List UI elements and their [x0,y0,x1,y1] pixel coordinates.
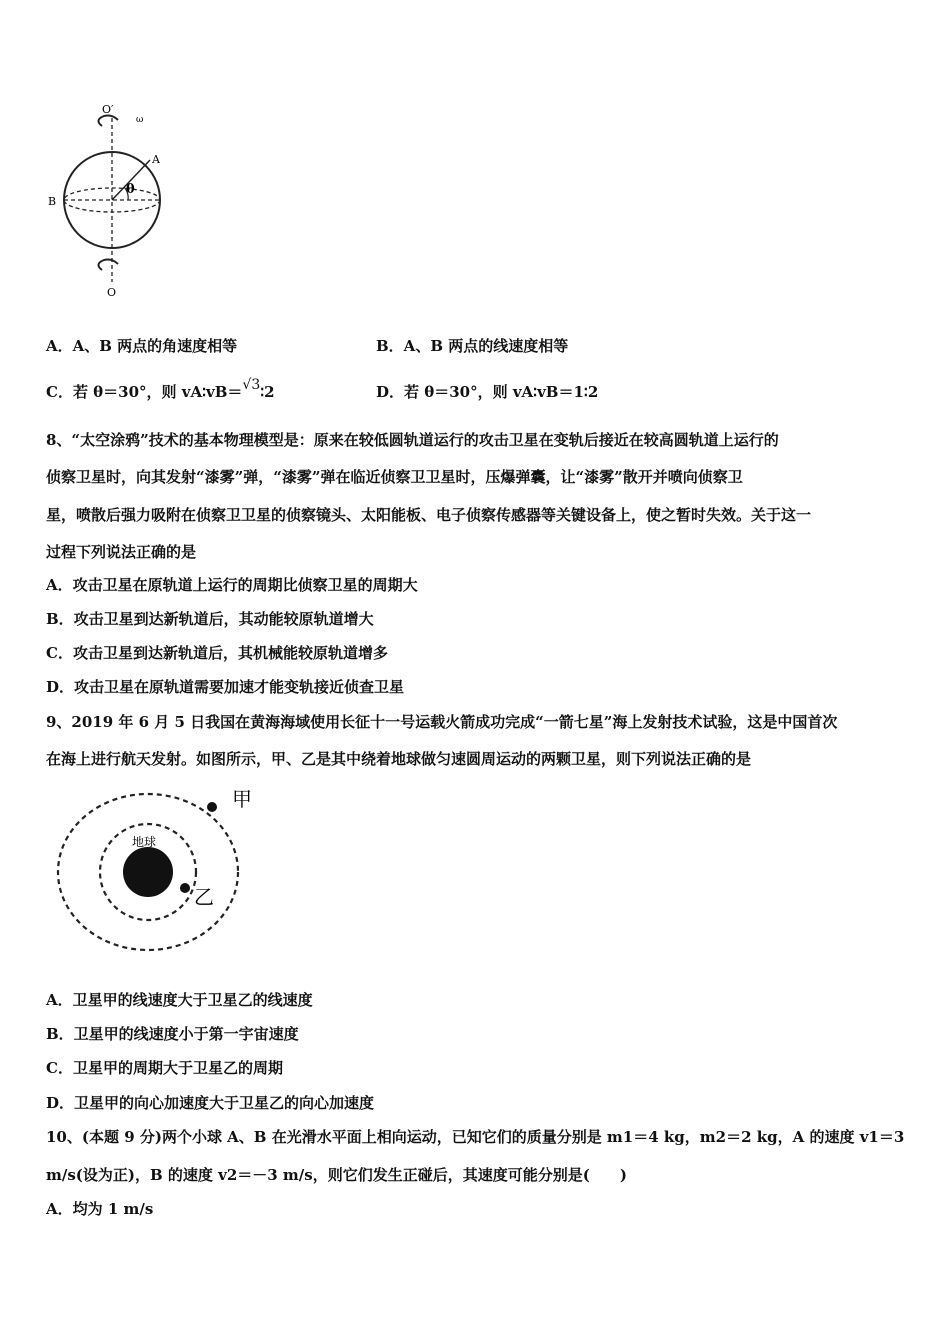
q7-option-c-prefix: C．若 θ＝30°，则 vA∶vB＝ [46,383,243,401]
q7-option-a: A．A、B 两点的角速度相等 [46,337,238,355]
label-omega: ω [136,115,144,125]
q8-stem-line-2: 侦察卫星时，向其发射“漆雾”弹，“漆雾”弹在临近侦察卫卫星时，压爆弹囊，让“漆雾”散开并喷向侦察卫 [46,468,743,486]
q9-option-b: B．卫星甲的线速度小于第一宇宙速度 [46,1025,299,1043]
q8-option-d: D．攻击卫星在原轨道需要加速才能变轨接近侦查卫星 [46,678,405,696]
q9-option-a: A．卫星甲的线速度大于卫星乙的线速度 [46,991,313,1009]
q7-option-d: D．若 θ＝30°，则 vA∶vB＝1∶2 [376,383,599,401]
satellite-yi [180,883,190,893]
q8-option-b: B．攻击卫星到达新轨道后，其动能较原轨道增大 [46,610,374,628]
rotation-arrow-bottom [98,260,118,271]
label-theta: θ [126,182,135,197]
rotating-sphere-figure [40,100,180,305]
q8-option-a: A．攻击卫星在原轨道上运行的周期比侦察卫星的周期大 [46,576,418,594]
sqrt-three: √3 [242,377,261,393]
rotation-arrow-top [98,116,118,127]
q9-option-c: C．卫星甲的周期大于卫星乙的周期 [46,1059,283,1077]
satellite-jia [207,802,217,812]
q9-stem-line-1: 9、2019 年 6 月 5 日我国在黄海海域使用长征十一号运载火箭成功完成“一箭七星”海上发射技术试验，这是中国首次 [46,713,838,731]
label-jia: 甲 [232,787,252,811]
q7-option-c-suffix: ∶2 [260,383,275,401]
label-A: A [152,153,160,166]
label-yi: 乙 [194,885,214,909]
q7-option-c [46,377,275,403]
q8-stem-line-3: 星，喷散后强力吸附在侦察卫卫星的侦察镜头、太阳能板、电子侦察传感器等关键设备上，使之暂时失效。关于这一 [46,506,812,524]
satellite-orbit-figure [52,780,272,960]
q10-stem-line-2: m/s(设为正)，B 的速度 v2＝－3 m/s，则它们发生正碰后，其速度可能分别是( ) [46,1166,627,1184]
label-O-prime: O′ [102,103,114,116]
q10-stem-line-1: 10、(本题 9 分)两个小球 A、B 在光滑水平面上相向运动，已知它们的质量分别是 m1＝4 kg，m2＝2 kg，A 的速度 v1＝3 [46,1128,905,1146]
q8-stem-line-4: 过程下列说法正确的是 [46,543,197,561]
label-B: B [48,195,57,208]
earth [123,847,173,897]
q7-option-b: B．A、B 两点的线速度相等 [376,337,569,355]
label-O: O [107,286,117,299]
q9-stem-line-2: 在海上进行航天发射。如图所示，甲、乙是其中绕着地球做匀速圆周运动的两颗卫星，则下列说法正确的是 [46,750,752,768]
q10-option-a: A．均为 1 m/s [46,1200,154,1218]
q9-option-d: D．卫星甲的向心加速度大于卫星乙的向心加速度 [46,1094,375,1112]
q8-option-c: C．攻击卫星到达新轨道后，其机械能较原轨道增多 [46,644,388,662]
q8-stem-line-1: 8、“太空涂鸦”技术的基本物理模型是：原来在较低圆轨道运行的攻击卫星在变轨后接近在较高圆轨道上运行的 [46,431,779,449]
label-earth: 地球 [132,835,157,849]
